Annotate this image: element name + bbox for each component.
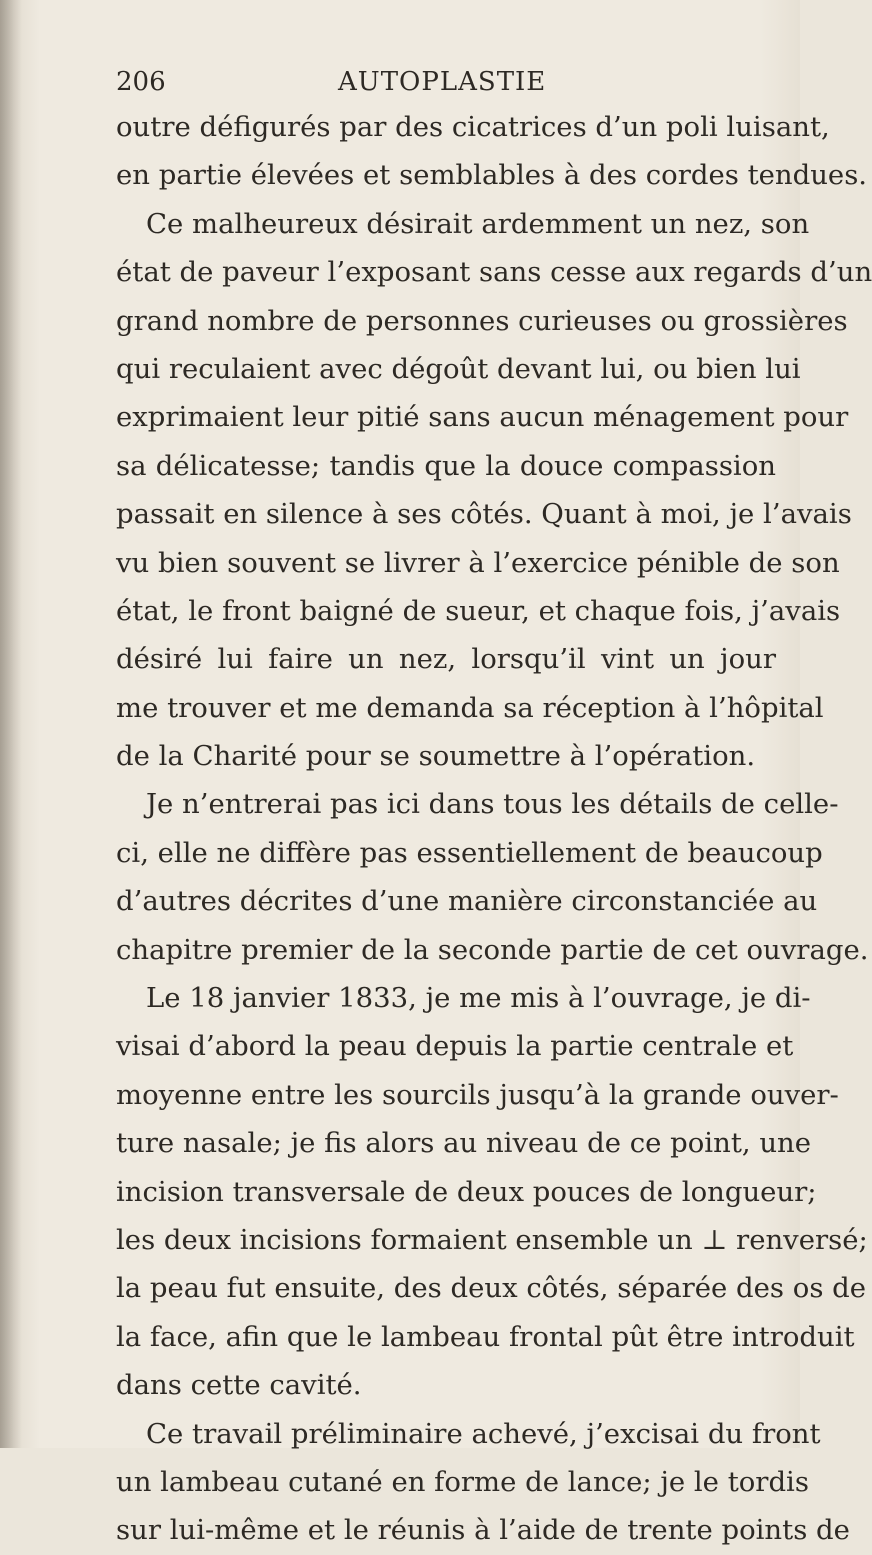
text-line: qui reculaient avec dégoût devant lui, ou bien lui: [116, 352, 801, 385]
text-line: Ce malheureux désirait ardemment un nez, son: [146, 207, 810, 240]
running-head: AUTOPLASTIE: [338, 67, 547, 97]
text-line: état, le front baigné de sueur, et chaque fois, j’avais: [116, 594, 841, 627]
text-line: Ce travail préliminaire achevé, j’excisai du front: [146, 1417, 821, 1450]
text-line: grand nombre de personnes curieuses ou grossières: [116, 304, 848, 337]
text-line: Le 18 janvier 1833, je me mis à l’ouvrage, je di-: [146, 982, 811, 1015]
text-line: moyenne entre les sourcils jusqu’à la grande ouver-: [116, 1078, 839, 1111]
body-text: [116, 103, 872, 1555]
text-line: dans cette cavité.: [116, 1369, 362, 1402]
text-line: ture nasale; je fis alors au niveau de ce point, une: [116, 1127, 812, 1160]
page-number: 206: [116, 67, 166, 97]
text-line: la peau fut ensuite, des deux côtés, séparée des os de: [116, 1272, 867, 1305]
text-line: exprimaient leur pitié sans aucun ménagement pour: [116, 401, 849, 434]
text-line: en partie élevées et semblables à des cordes tendues.: [116, 159, 868, 192]
text-line: me trouver et me demanda sa réception à l’hôpital: [116, 691, 824, 724]
text-line: la face, afin que le lambeau frontal pût être introduit: [116, 1320, 855, 1353]
text-line: de la Charité pour se soumettre à l’opération.: [116, 740, 756, 773]
spine-shadow: [0, 0, 22, 1448]
text-line: état de paveur l’exposant sans cesse aux regards d’un: [116, 256, 872, 289]
text-line: passait en silence à ses côtés. Quant à moi, je l’avais: [116, 498, 852, 531]
text-line: visai d’abord la peau depuis la partie centrale et: [116, 1030, 794, 1063]
text-line: les deux incisions formaient ensemble un ⊥ renversé;: [116, 1223, 868, 1256]
text-line: Je n’entrerai pas ici dans tous les détails de celle-: [146, 788, 839, 821]
text-line: désiré lui faire un nez, lorsqu’il vint un jour: [116, 643, 776, 676]
text-line: d’autres décrites d’une manière circonstanciée au: [116, 885, 818, 918]
page-header: [116, 64, 776, 100]
text-line: outre défigurés par des cicatrices d’un poli luisant,: [116, 111, 830, 143]
text-line: chapitre premier de la seconde partie de cet ouvrage.: [116, 933, 869, 966]
text-line: sa délicatesse; tandis que la douce compassion: [116, 449, 776, 482]
text-line: incision transversale de deux pouces de longueur;: [116, 1175, 817, 1208]
text-line: ci, elle ne diffère pas essentiellement de beaucoup: [116, 836, 823, 869]
text-line: vu bien souvent se livrer à l’exercice pénible de son: [116, 546, 840, 579]
text-line: un lambeau cutané en forme de lance; je le tordis: [116, 1465, 809, 1498]
text-line: sur lui-même et le réunis à l’aide de trente points de: [116, 1514, 850, 1547]
